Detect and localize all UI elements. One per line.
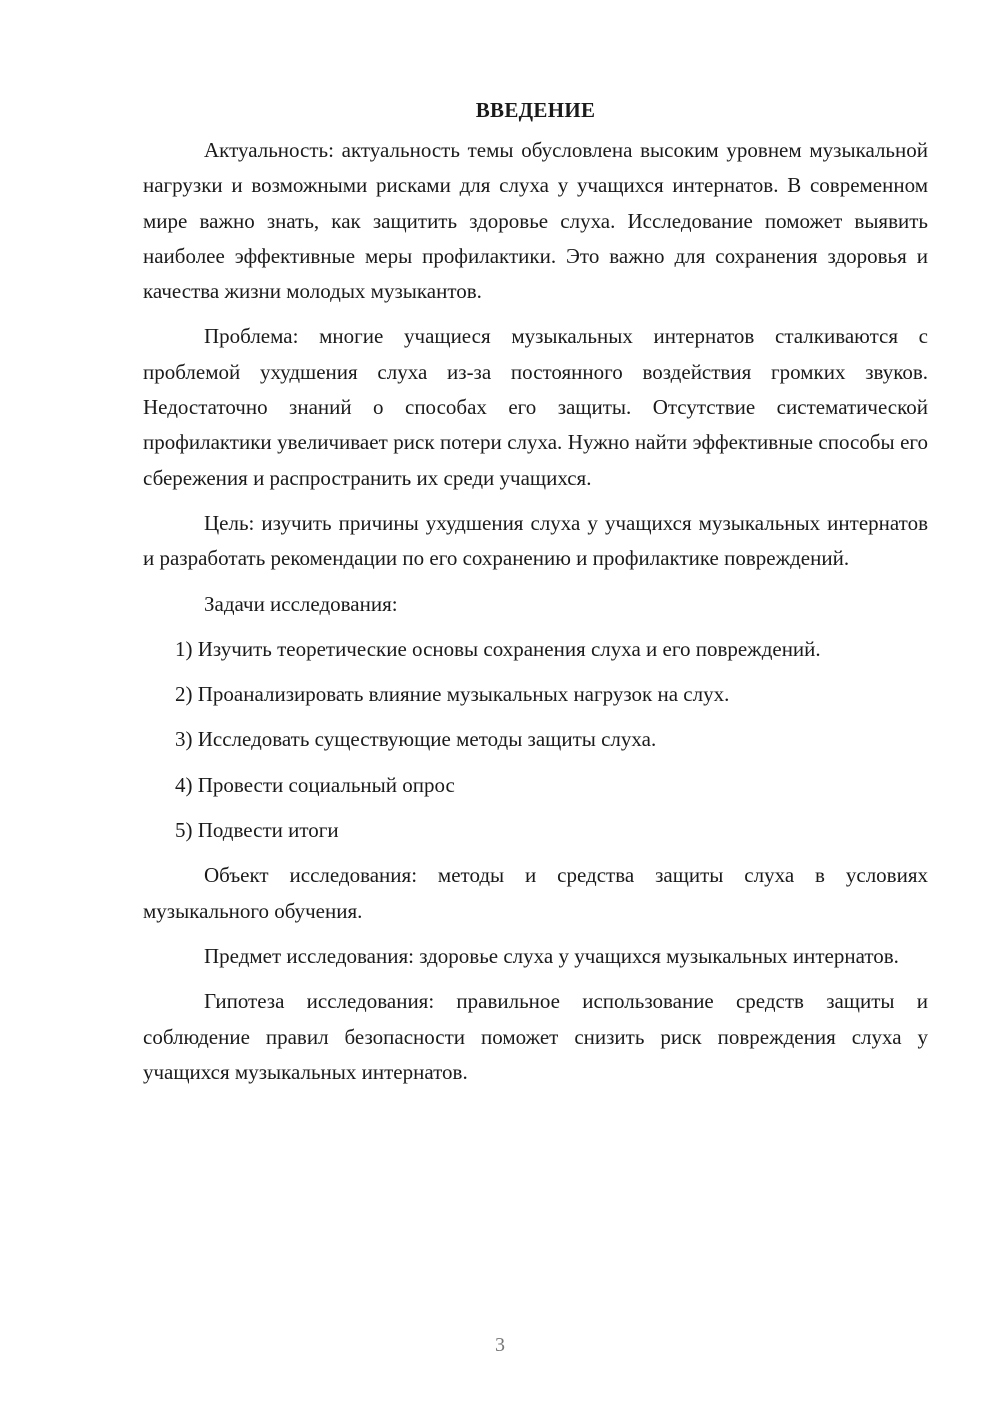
document-page <box>143 95 928 1100</box>
goal-paragraph: Цель: изучить причины ухудшения слуха у учащихся музыкальных интернатов и разработать рекомендации по его сохранению и профилактике повреждений. <box>143 510 928 571</box>
subject-paragraph: Предмет исследования: здоровье слуха у учащихся музыкальных интернатов. <box>204 943 899 968</box>
task-item-3: 3) Исследовать существующие методы защиты слуха. <box>175 727 657 752</box>
tasks-heading: Задачи исследования: <box>204 591 398 616</box>
task-item-2: 2) Проанализировать влияние музыкальных нагрузок на слух. <box>175 682 730 707</box>
relevance-paragraph: Актуальность: актуальность темы обусловлена высоким уровнем музыкальной нагрузки и возможными рисками для слуха у учащихся интернатов. В современном мире важно знать, как защитить здоровье слуха. Исследование поможет выявить наиболее эффективные меры профилактики. Это важно для сохранения здоровья и качества жизни молодых музыкантов. <box>143 138 928 304</box>
problem-paragraph: Проблема: многие учащиеся музыкальных интернатов сталкиваются с проблемой ухудшения слуха из-за постоянного воздействия громких звуков. Недостаточно знаний о способах его защиты. Отсутствие систематической профилактики увеличивает риск потери слуха. Нужно найти эффективные способы его сбережения и распространить их среди учащихся. <box>143 324 928 490</box>
page-number: 3 <box>495 1334 505 1356</box>
task-item-5: 5) Подвести итоги <box>175 818 339 843</box>
document-title: ВВЕДЕНИЕ <box>475 98 596 122</box>
task-item-4: 4) Провести социальный опрос <box>175 772 455 797</box>
task-item-1: 1) Изучить теоретические основы сохранения слуха и его повреждений. <box>175 636 821 661</box>
hypothesis-paragraph: Гипотеза исследования: правильное использование средств защиты и соблюдение правил безопасности поможет снизить риск повреждения слуха у учащихся музыкальных интернатов. <box>143 989 928 1084</box>
object-paragraph: Объект исследования: методы и средства защиты слуха в условиях музыкального обучения. <box>143 863 928 923</box>
